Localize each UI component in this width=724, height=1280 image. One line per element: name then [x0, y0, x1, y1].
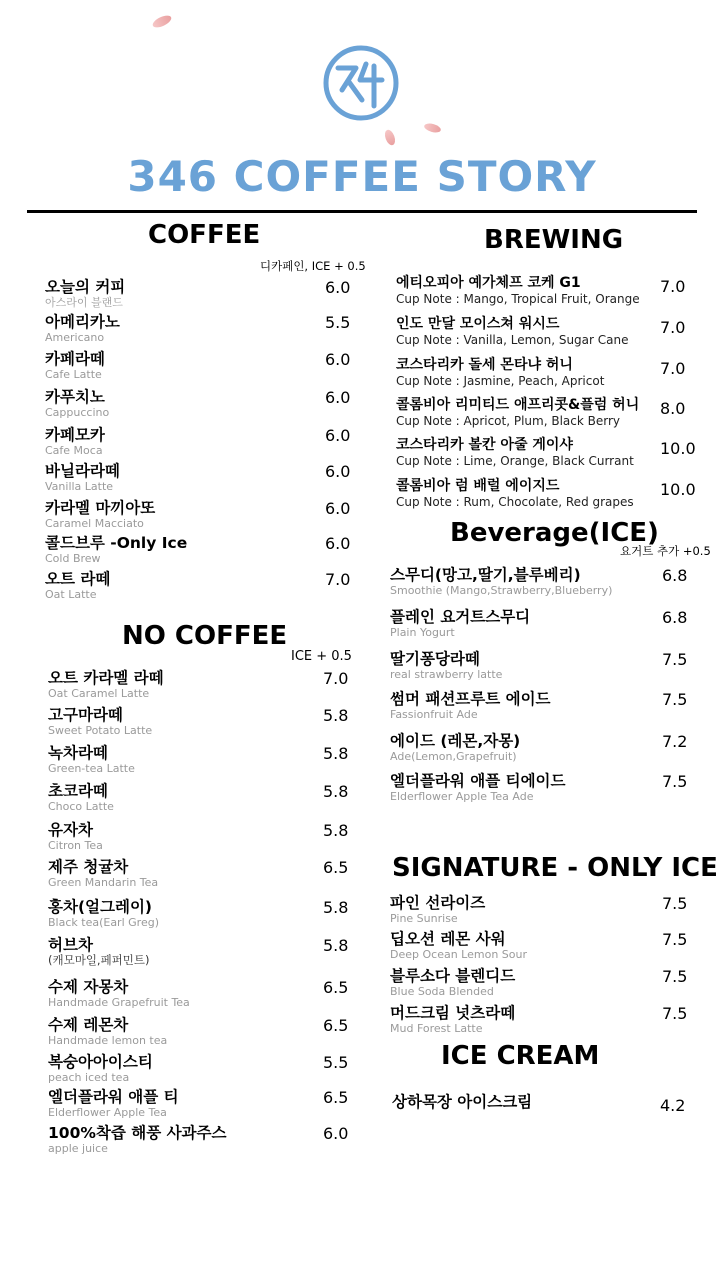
menu-item-price: 7.5 — [662, 930, 688, 949]
menu-item — [48, 978, 190, 1009]
menu-item — [396, 478, 634, 510]
menu-item-subtitle: Cup Note : Mango, Tropical Fruit, Orange — [396, 292, 640, 306]
menu-item-name: 에이드 (레몬,자몽) — [390, 732, 521, 750]
menu-item-name: 수제 레몬차 — [48, 1016, 129, 1034]
menu-item — [45, 534, 187, 565]
menu-item — [48, 858, 158, 889]
menu-item — [48, 1088, 179, 1119]
menu-item-price: 7.5 — [662, 650, 688, 669]
menu-item-subtitle: Cappuccino — [45, 406, 110, 419]
brewing-section-title: BREWING — [484, 225, 624, 255]
no-coffee-section-title: NO COFFEE — [122, 621, 288, 651]
menu-item-subtitle: Green Mandarin Tea — [48, 876, 159, 889]
menu-item — [45, 278, 125, 309]
menu-item-subtitle: Plain Yogurt — [390, 626, 455, 639]
menu-item-name: 딸기퐁당라떼 — [390, 650, 480, 668]
menu-item-price: 6.0 — [325, 350, 351, 369]
menu-item-name: 카페라떼 — [45, 350, 105, 368]
menu-item-name: 썸머 패션프루트 에이드 — [390, 690, 551, 708]
menu-item-subtitle: Elderflower Apple Tea Ade — [390, 790, 534, 803]
menu-item-subtitle: Cup Note : Rum, Chocolate, Red grapes — [396, 495, 634, 509]
menu-item-price: 7.0 — [660, 359, 686, 378]
menu-item-name: 파인 선라이즈 — [390, 894, 486, 912]
menu-item-name: 에티오피아 예가체프 코케 G1 — [396, 275, 581, 291]
menu-item-subtitle: Americano — [45, 331, 105, 344]
menu-item — [390, 772, 566, 803]
menu-item-price: 10.0 — [660, 439, 696, 458]
menu-item-subtitle: real strawberry latte — [390, 668, 503, 681]
menu-item — [390, 732, 520, 763]
menu-item — [390, 894, 485, 925]
menu-item-name: 콜롬비아 리미티드 애프리콧&플럼 허니 — [396, 397, 640, 413]
menu-item-price: 6.0 — [323, 1124, 349, 1143]
menu-item-price: 7.2 — [662, 732, 688, 751]
menu-item-name: 코스타리카 볼칸 아줄 게이샤 — [396, 437, 573, 453]
menu-item — [45, 313, 120, 344]
menu-item-price: 6.0 — [325, 534, 351, 553]
menu-item — [45, 350, 105, 381]
menu-item-price: 6.0 — [325, 426, 351, 445]
menu-item — [45, 388, 109, 419]
menu-item-name: 오트 카라멜 라떼 — [48, 669, 164, 687]
menu-item — [48, 1016, 167, 1047]
menu-item-name: 수제 자몽차 — [48, 978, 129, 996]
menu-item-name: 콜드브루 -Only Ice — [45, 534, 188, 552]
menu-item-price: 10.0 — [660, 480, 696, 499]
menu-item — [392, 1093, 532, 1111]
menu-item-name: 100%착즙 해풍 사과주스 — [48, 1124, 227, 1142]
petal-decoration — [151, 13, 173, 30]
menu-item-name: 블루소다 블렌디드 — [390, 967, 516, 985]
menu-item-name: 바닐라라떼 — [45, 462, 120, 480]
menu-item — [390, 566, 612, 597]
menu-item — [396, 275, 640, 307]
menu-item-price: 6.5 — [323, 978, 349, 997]
menu-item — [48, 744, 135, 775]
menu-item-name: 코스타리카 돌세 몬타냐 허니 — [396, 357, 573, 373]
menu-item-subtitle: Black tea(Earl Greg) — [48, 916, 159, 929]
menu-item — [48, 1124, 226, 1155]
menu-item-subtitle: 아스라이 블랜드 — [45, 296, 123, 309]
menu-item — [48, 821, 103, 852]
menu-item — [48, 1053, 153, 1084]
menu-item-name: 스무디(망고,딸기,블루베리) — [390, 566, 581, 584]
menu-item — [396, 397, 639, 429]
menu-item-price: 7.5 — [662, 690, 688, 709]
menu-item-name: 녹차라떼 — [48, 744, 108, 762]
menu-item-price: 6.8 — [662, 608, 688, 627]
beverage-section-title: Beverage(ICE) — [450, 518, 659, 548]
brand-logo-icon — [322, 44, 400, 122]
menu-item-name: 카라멜 마끼아또 — [45, 499, 156, 517]
menu-item-subtitle: Handmade lemon tea — [48, 1034, 168, 1047]
menu-item-price: 5.8 — [323, 936, 349, 955]
menu-item-name: 카푸치노 — [45, 388, 105, 406]
petal-decoration — [383, 128, 397, 146]
menu-item-name: 플레인 요거트스무디 — [390, 608, 531, 626]
menu-item-name: 초코라떼 — [48, 782, 108, 800]
menu-item-subtitle: Vanilla Latte — [45, 480, 114, 493]
menu-item — [390, 690, 551, 721]
menu-item-subtitle: Citron Tea — [48, 839, 103, 852]
menu-item — [45, 570, 110, 601]
menu-item-subtitle: Sweet Potato Latte — [48, 724, 153, 737]
menu-item-name: 인도 만달 모이스쳐 워시드 — [396, 316, 560, 332]
menu-item-price: 5.5 — [325, 313, 351, 332]
menu-item-subtitle: Cafe Moca — [45, 444, 103, 457]
menu-item-subtitle: Choco Latte — [48, 800, 114, 813]
menu-item-price: 7.5 — [662, 772, 688, 791]
menu-item-name: 머드크림 넛츠라떼 — [390, 1004, 516, 1022]
menu-item-price: 4.2 — [660, 1096, 686, 1115]
menu-item — [390, 1004, 515, 1035]
menu-item-subtitle: Elderflower Apple Tea — [48, 1106, 167, 1119]
menu-item-name: 딥오션 레몬 사워 — [390, 930, 506, 948]
ice-cream-section-title: ICE CREAM — [441, 1041, 600, 1071]
menu-item-price: 7.0 — [660, 318, 686, 337]
menu-item-subtitle: Cup Note : Jasmine, Peach, Apricot — [396, 374, 605, 388]
menu-item — [45, 499, 155, 530]
menu-item-subtitle: Cup Note : Apricot, Plum, Black Berry — [396, 414, 621, 428]
menu-item-price: 5.8 — [323, 706, 349, 725]
menu-item-price: 6.8 — [662, 566, 688, 585]
menu-item-subtitle: Pine Sunrise — [390, 912, 458, 925]
menu-item — [48, 706, 152, 737]
menu-item-price: 7.5 — [662, 967, 688, 986]
menu-item — [390, 650, 502, 681]
menu-item — [390, 930, 527, 961]
menu-item-price: 7.5 — [662, 1004, 688, 1023]
no-coffee-note: ICE + 0.5 — [291, 649, 352, 664]
menu-item-price: 7.0 — [323, 669, 349, 688]
menu-item-name: 엘더플라워 애플 티 — [48, 1088, 179, 1106]
menu-item-subtitle: Oat Latte — [45, 588, 97, 601]
menu-item-price: 7.0 — [660, 277, 686, 296]
menu-item-subtitle: Oat Caramel Latte — [48, 687, 150, 700]
menu-item — [396, 316, 629, 348]
menu-item-price: 6.0 — [325, 462, 351, 481]
menu-item-price: 7.0 — [325, 570, 351, 589]
menu-item-name: 콜롬비아 럼 배럴 에이지드 — [396, 478, 560, 494]
menu-item-price: 5.8 — [323, 898, 349, 917]
menu-item-price: 6.0 — [325, 388, 351, 407]
menu-item-price: 6.5 — [323, 1088, 349, 1107]
menu-item — [48, 898, 159, 929]
menu-item-name: 홍차(얼그레이) — [48, 898, 153, 916]
menu-item-subtitle: Cafe Latte — [45, 368, 102, 381]
menu-item-subtitle: peach iced tea — [48, 1071, 130, 1084]
menu-item-subtitle: Cold Brew — [45, 552, 101, 565]
menu-item-subtitle: Fassionfruit Ade — [390, 708, 478, 721]
menu-item-subtitle: Blue Soda Blended — [390, 985, 494, 998]
beverage-note: 요거트 추가 +0.5 — [620, 544, 711, 558]
menu-item-name: 아메리카노 — [45, 313, 120, 331]
menu-item-name: 상하목장 아이스크림 — [392, 1093, 533, 1111]
header-divider — [27, 210, 697, 213]
menu-item-subtitle: Mud Forest Latte — [390, 1022, 483, 1035]
brand-title: 346 COFFEE STORY — [127, 152, 597, 201]
menu-item — [48, 669, 164, 700]
menu-item-price: 6.5 — [323, 1016, 349, 1035]
menu-item-name: 카페모카 — [45, 426, 105, 444]
menu-item-subtitle: Deep Ocean Lemon Sour — [390, 948, 527, 961]
coffee-note: 디카페인, ICE + 0.5 — [260, 259, 366, 273]
menu-item-price: 6.0 — [325, 278, 351, 297]
menu-item-name: 엘더플라워 애플 티에이드 — [390, 772, 566, 790]
menu-item — [45, 462, 120, 493]
menu-item-name: 허브차 — [48, 936, 93, 954]
menu-item-price: 6.5 — [323, 858, 349, 877]
menu-item — [396, 437, 634, 469]
menu-item-subtitle: Ade(Lemon,Grapefruit) — [390, 750, 517, 763]
menu-item-price: 5.5 — [323, 1053, 349, 1072]
menu-item-price: 5.8 — [323, 821, 349, 840]
signature-section-title: SIGNATURE - ONLY ICE — [392, 853, 718, 883]
menu-item-price: 8.0 — [660, 399, 686, 418]
menu-item-name: 오늘의 커피 — [45, 278, 126, 296]
menu-item-name: 오트 라떼 — [45, 570, 111, 588]
menu-item — [390, 967, 515, 998]
menu-item — [396, 357, 604, 389]
menu-item-subtitle: Caramel Macciato — [45, 517, 144, 530]
menu-item-price: 6.0 — [325, 499, 351, 518]
petal-decoration — [423, 122, 441, 134]
menu-item-subtitle: apple juice — [48, 1142, 108, 1155]
menu-item-price: 7.5 — [662, 894, 688, 913]
menu-item-subtitle: Cup Note : Vanilla, Lemon, Sugar Cane — [396, 333, 629, 347]
menu-item-name: 제주 청귤차 — [48, 858, 129, 876]
menu-item-price: 5.8 — [323, 782, 349, 801]
menu-item-subtitle: Handmade Grapefruit Tea — [48, 996, 190, 1009]
menu-item — [48, 936, 150, 967]
menu-item-subtitle: (캐모마일,페퍼민트) — [48, 953, 150, 967]
menu-item — [48, 782, 114, 813]
menu-item-name: 복숭아아이스티 — [48, 1053, 153, 1071]
menu-item-name: 고구마라떼 — [48, 706, 123, 724]
menu-item-subtitle: Cup Note : Lime, Orange, Black Currant — [396, 454, 634, 468]
coffee-section-title: COFFEE — [148, 220, 261, 250]
menu-item-name: 유자차 — [48, 821, 93, 839]
menu-item-subtitle: Smoothie (Mango,Strawberry,Blueberry) — [390, 584, 613, 597]
menu-item — [390, 608, 530, 639]
menu-item-price: 5.8 — [323, 744, 349, 763]
menu-item-subtitle: Green-tea Latte — [48, 762, 135, 775]
menu-item — [45, 426, 105, 457]
